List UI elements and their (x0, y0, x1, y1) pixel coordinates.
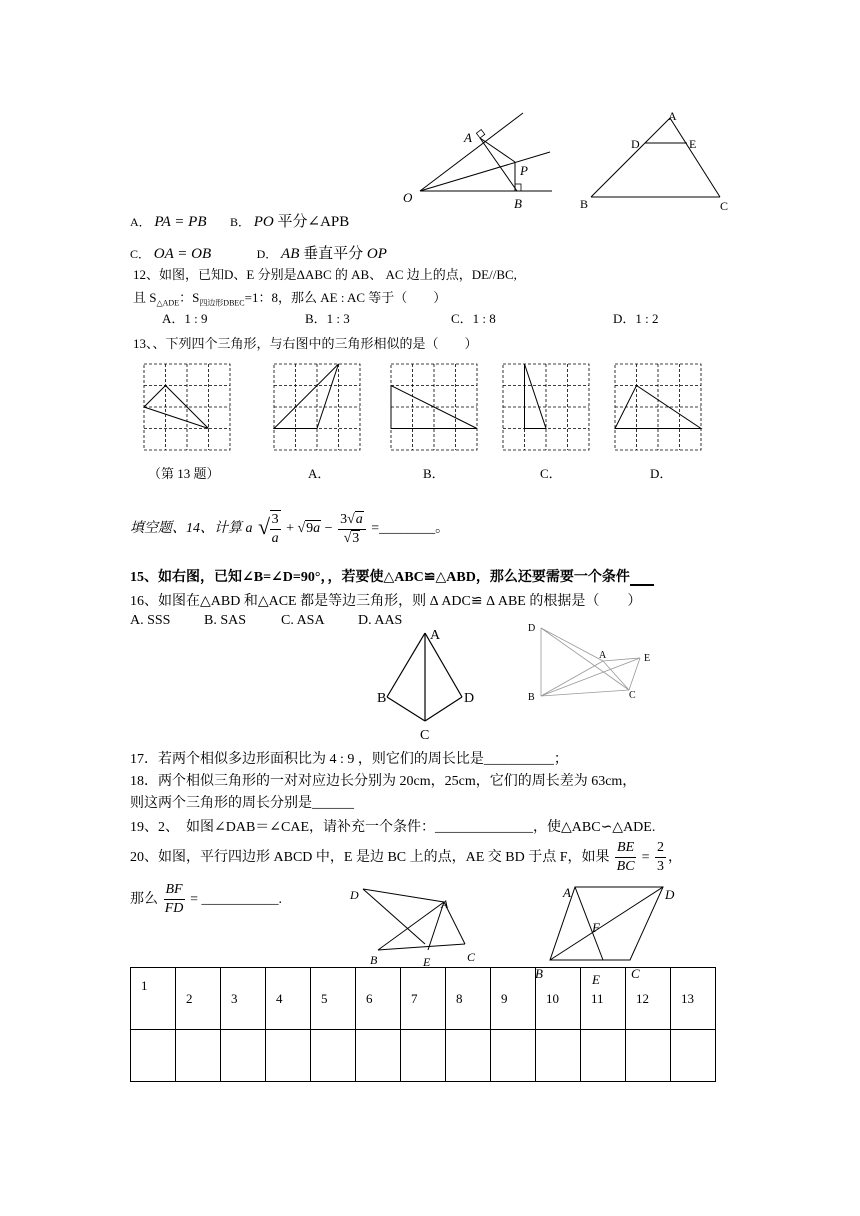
q18-line2: 则这两个三角形的周长分别是______ (130, 796, 354, 811)
answer-cell-blank[interactable] (536, 1030, 581, 1082)
label-E: E (644, 653, 651, 664)
parallelogram-figure (530, 880, 690, 987)
answer-cell-number: 8 (446, 968, 491, 1030)
q16-stem: 16、如图在△ABD 和△ACE 都是等边三角形，则 Δ ADC≌ Δ ABE 的根据是（ ） (130, 594, 642, 609)
q13-grid-reference (143, 363, 233, 453)
q12-line2-a: 且 S (133, 290, 157, 305)
q16-option-a: A. SSS (130, 613, 171, 628)
q12-line1: 12、如图，已知D、E 分别是ΔABC 的 AB、 AC 边上的点，DE//BC, (133, 267, 517, 282)
answer-table (130, 967, 716, 1082)
q13-caption-c: C． (540, 466, 562, 481)
answer-cell-number: 12 (626, 968, 671, 1030)
label-B: B (535, 966, 543, 981)
answer-cell-blank[interactable] (446, 1030, 491, 1082)
label-D: D (631, 137, 640, 151)
label-O: O (403, 190, 413, 205)
answer-cell-blank[interactable] (581, 1030, 626, 1082)
q13-caption-b: B． (423, 466, 445, 481)
q20-suffix: = ___________. (190, 892, 283, 907)
optD-prefix: D． (256, 247, 278, 261)
q11-options-row2 (130, 242, 387, 263)
q13-grid-d (614, 363, 704, 453)
answer-table-number-row (131, 968, 716, 1030)
q20-prefix: 那么 (130, 892, 158, 907)
label-C: C (631, 966, 640, 981)
q18-line1: 18．两个相似三角形的一对对应边长分别为 20cm，25cm，它们的周长差为 63cm， (130, 774, 637, 789)
answer-cell-number: 1 (131, 968, 176, 1030)
answer-table-answer-row (131, 1030, 716, 1082)
q14-line: 填空题、14、计算 a √ $\frac{3}{a}$ + √9a − $\frac{3√a}{√3}$ =________。 (130, 500, 449, 554)
answer-cell-blank[interactable] (491, 1030, 536, 1082)
label-C: C (720, 199, 729, 213)
label-B: B (528, 692, 535, 703)
q20-frac-bf-fd: $\frac{BF}{FD}$ (164, 882, 184, 917)
optC-prefix: C． (130, 247, 151, 261)
q16-option-b: B. SAS (204, 613, 247, 628)
optA-math: PA = PB (154, 214, 207, 230)
label-E: E (689, 137, 697, 151)
q19-text: 19、2、 如图∠DAB＝∠CAE，请补充一个条件：______________，使△ABC∽△ADE. (130, 820, 656, 835)
optC-math: OA = OB (153, 246, 212, 262)
answer-cell-number: 13 (671, 968, 716, 1030)
q12-option-c: C．1 : 8 (451, 311, 496, 326)
q20-comma: ， (668, 850, 683, 865)
label-B: B (580, 197, 589, 211)
q20-frac-be-bc: $\frac{BE}{BC}$ (616, 840, 635, 875)
label-A: A (441, 897, 449, 911)
q13-grid-a (273, 363, 363, 453)
q20-eq: = (641, 850, 650, 865)
answer-cell-blank[interactable] (311, 1030, 356, 1082)
q19-triangle-figure (345, 880, 485, 970)
label-D: D (665, 887, 675, 902)
optB-prefix: B． (230, 215, 251, 229)
q11-options-row1 (130, 210, 349, 231)
label-P: P (520, 163, 528, 178)
answer-cell-blank[interactable] (176, 1030, 221, 1082)
q12-option-d: D．1 : 2 (613, 311, 659, 326)
label-B: B (514, 196, 522, 211)
q20-frac-2-3: $\frac{2}{3}$ (657, 840, 665, 875)
q14-blank: ________ (379, 521, 436, 537)
label-A: A (430, 628, 441, 643)
answer-cell-number: 11 (581, 968, 626, 1030)
q12-sub-ade: △ADE (156, 298, 180, 308)
label-D: D (528, 623, 536, 634)
q13-caption-d: D． (650, 466, 673, 481)
q20-line2 (130, 880, 282, 920)
optD-math: AB (281, 246, 300, 262)
label-E: E (423, 955, 431, 969)
answer-cell-number: 4 (266, 968, 311, 1030)
q12-sub-dbec: 四边形DBEC (199, 298, 245, 308)
answer-cell-number: 2 (176, 968, 221, 1030)
optB-text: 平分∠APB (277, 214, 350, 230)
q14-frac1: $\frac{3}{a}$ (271, 512, 279, 546)
equilateral-figure (525, 618, 665, 708)
answer-cell-number: 5 (311, 968, 356, 1030)
label-E: E (592, 972, 600, 987)
q20-line1 (130, 838, 682, 878)
q12-line2 (133, 287, 446, 309)
q12-option-b: B．1 : 3 (305, 311, 350, 326)
label-A: A (563, 885, 571, 900)
q13-stem: 13、、下列四个三角形，与右图中的三角形相似的是（ ） (133, 336, 478, 351)
answer-cell-blank[interactable] (626, 1030, 671, 1082)
answer-cell-number: 10 (536, 968, 581, 1030)
q13-grid-c (502, 363, 592, 453)
q13-caption-a: A． (308, 466, 331, 481)
label-A: A (464, 130, 472, 145)
q20-stem: 20、如图，平行四边形 ABCD 中，E 是边 BC 上的点，AE 交 BD 于点 F，如果 (130, 850, 610, 865)
answer-cell-blank[interactable] (356, 1030, 401, 1082)
q15-text (130, 566, 654, 586)
q16-option-d: D. AAS (358, 613, 403, 628)
label-F: F (592, 920, 600, 935)
q17-text: 17．若两个相似多边形面积比为 4 : 9 ，则它们的周长比是__________； (130, 752, 568, 767)
angle-bisector-figure (400, 105, 560, 210)
optB-math: PO (253, 214, 274, 230)
q15-stem: 15、如右图，已知∠B=∠D=90°，，若要使△ABC≌△ABD，那么还要需要一个条件 (130, 570, 630, 585)
q14-sqrt-3-over-a: √ (258, 514, 271, 539)
q13-caption-ref: （第 13 题） (148, 466, 220, 481)
label-C: C (420, 728, 430, 743)
q12-line2-b: ：S (179, 290, 200, 305)
label-C: C (629, 690, 636, 701)
label-D: D (464, 691, 475, 706)
label-C: C (467, 950, 476, 964)
label-B: B (370, 953, 378, 967)
q13-grid-b (390, 363, 480, 453)
answer-cell-blank[interactable] (131, 1030, 176, 1082)
trapezoid-figure (578, 109, 738, 213)
optD-math2: OP (366, 246, 387, 262)
label-A: A (599, 650, 607, 661)
answer-cell-blank[interactable] (221, 1030, 266, 1082)
kite-figure (375, 625, 485, 745)
q14-end: 。 (435, 521, 450, 537)
answer-cell-blank[interactable] (266, 1030, 311, 1082)
label-B: B (377, 691, 387, 706)
q12-option-a: A．1 : 9 (162, 311, 208, 326)
answer-cell-number: 7 (401, 968, 446, 1030)
answer-cell-number: 6 (356, 968, 401, 1030)
answer-cell-number: 9 (491, 968, 536, 1030)
answer-cell-blank[interactable] (671, 1030, 716, 1082)
optD-text: 垂直平分 (303, 246, 364, 262)
q14-frac2: $\frac{3√a}{√3}$ (338, 511, 366, 548)
label-A: A (668, 109, 677, 123)
q16-option-c: C. ASA (281, 613, 325, 628)
q12-line2-c: =1：8，那么 AE : AC 等于（ ） (244, 290, 447, 305)
label-D: D (350, 888, 359, 902)
optA-prefix: A． (130, 215, 151, 229)
answer-cell-blank[interactable] (401, 1030, 446, 1082)
answer-cell-number: 3 (221, 968, 266, 1030)
q14-prefix: 填空题、14、计算 a (130, 521, 253, 537)
